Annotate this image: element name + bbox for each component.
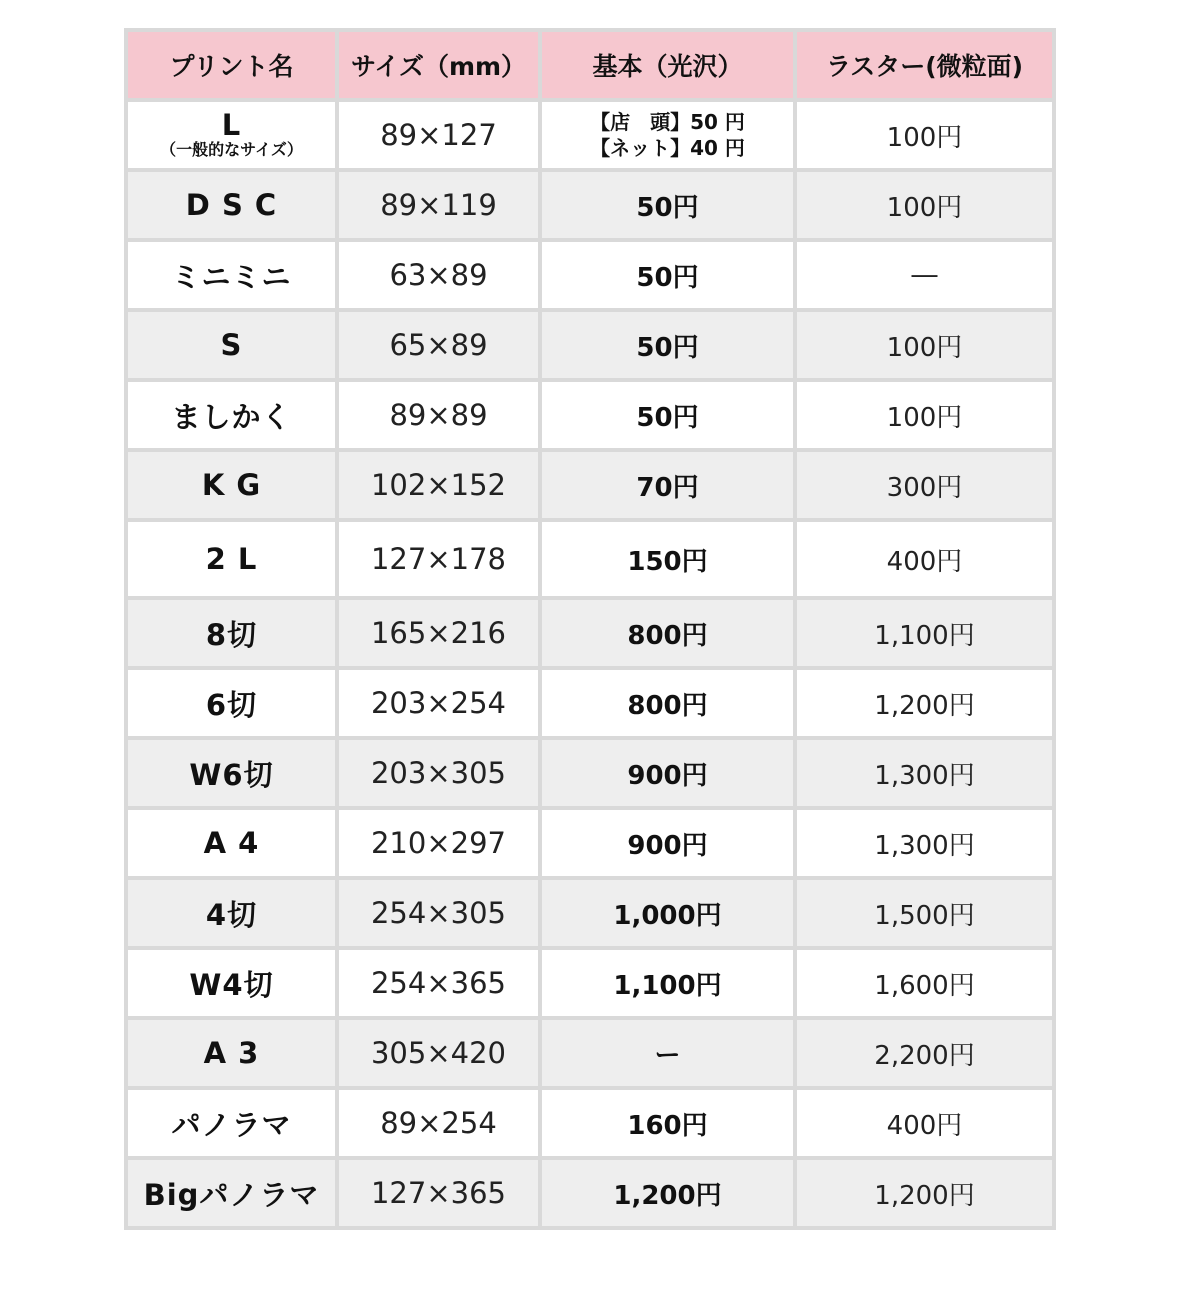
table-row [128,670,1052,736]
table-row [128,880,1052,946]
cell-size: 65×89 [339,312,538,378]
basic-price-net: 【ネット】40 円 [590,136,745,160]
cell-size: 210×297 [339,810,538,876]
cell-raster-price: 1,100円 [797,600,1052,666]
cell-basic-price: 900円 [542,810,793,876]
cell-basic-price: 900円 [542,740,793,806]
cell-basic-price: 70円 [542,452,793,518]
cell-print-name: S [128,312,335,378]
table-row-l [128,102,1052,168]
cell-size: 127×178 [339,522,538,596]
cell-basic-price: 800円 [542,670,793,736]
cell-raster-price: 400円 [797,1090,1052,1156]
cell-raster-price: ― [797,242,1052,308]
table-row [128,382,1052,448]
cell-print-name [128,102,335,168]
print-name-note: （一般的なサイズ） [160,140,303,159]
table-row [128,1090,1052,1156]
cell-basic-price: 160円 [542,1090,793,1156]
cell-print-name: ましかく [128,382,335,448]
cell-raster-price: 1,600円 [797,950,1052,1016]
cell-basic-price: 50円 [542,242,793,308]
cell-raster-price: 300円 [797,452,1052,518]
table-row [128,950,1052,1016]
cell-print-name: ミニミニ [128,242,335,308]
cell-size: 254×305 [339,880,538,946]
cell-size: 89×127 [339,102,538,168]
cell-basic-price: 800円 [542,600,793,666]
cell-raster-price: 100円 [797,172,1052,238]
table-row [128,312,1052,378]
table-row [128,1160,1052,1226]
cell-basic-price: 1,100円 [542,950,793,1016]
cell-raster-price: 100円 [797,102,1052,168]
table-row [128,600,1052,666]
table-row [128,242,1052,308]
cell-print-name: 2 L [128,522,335,596]
cell-size: 203×254 [339,670,538,736]
print-name-main: L [221,108,242,142]
header-raster: ラスター(微粒面) [797,32,1052,98]
cell-print-name: W6切 [128,740,335,806]
header-print-name: プリント名 [128,32,335,98]
cell-basic-price: ー [542,1020,793,1086]
cell-size: 127×365 [339,1160,538,1226]
cell-print-name: 8切 [128,600,335,666]
cell-basic-price: 50円 [542,312,793,378]
cell-size: 89×119 [339,172,538,238]
print-price-table [124,28,1056,1230]
cell-print-name: K G [128,452,335,518]
cell-raster-price: 1,200円 [797,1160,1052,1226]
cell-size: 305×420 [339,1020,538,1086]
cell-print-name: D S C [128,172,335,238]
header-row [128,32,1052,98]
cell-print-name: A 4 [128,810,335,876]
cell-size: 254×365 [339,950,538,1016]
header-basic-glossy: 基本（光沢） [542,32,793,98]
cell-raster-price: 1,300円 [797,810,1052,876]
cell-raster-price: 100円 [797,312,1052,378]
cell-size: 102×152 [339,452,538,518]
table-row [128,172,1052,238]
cell-raster-price: 1,300円 [797,740,1052,806]
cell-print-name: Bigパノラマ [128,1160,335,1226]
cell-print-name: パノラマ [128,1090,335,1156]
cell-print-name: A 3 [128,1020,335,1086]
cell-print-name: 6切 [128,670,335,736]
cell-basic-price [542,102,793,168]
basic-price-store: 【店 頭】50 円 [590,110,745,134]
cell-basic-price: 50円 [542,382,793,448]
table-row [128,522,1052,596]
cell-basic-price: 150円 [542,522,793,596]
cell-size: 89×89 [339,382,538,448]
table-row [128,810,1052,876]
table-row [128,452,1052,518]
cell-raster-price: 2,200円 [797,1020,1052,1086]
cell-raster-price: 400円 [797,522,1052,596]
cell-size: 63×89 [339,242,538,308]
cell-basic-price: 1,000円 [542,880,793,946]
cell-raster-price: 1,200円 [797,670,1052,736]
cell-print-name: 4切 [128,880,335,946]
cell-raster-price: 1,500円 [797,880,1052,946]
header-size: サイズ（mm） [339,32,538,98]
cell-size: 203×305 [339,740,538,806]
cell-raster-price: 100円 [797,382,1052,448]
table-row [128,740,1052,806]
cell-basic-price: 1,200円 [542,1160,793,1226]
table-row [128,1020,1052,1086]
cell-basic-price: 50円 [542,172,793,238]
cell-size: 89×254 [339,1090,538,1156]
cell-print-name: W4切 [128,950,335,1016]
cell-size: 165×216 [339,600,538,666]
